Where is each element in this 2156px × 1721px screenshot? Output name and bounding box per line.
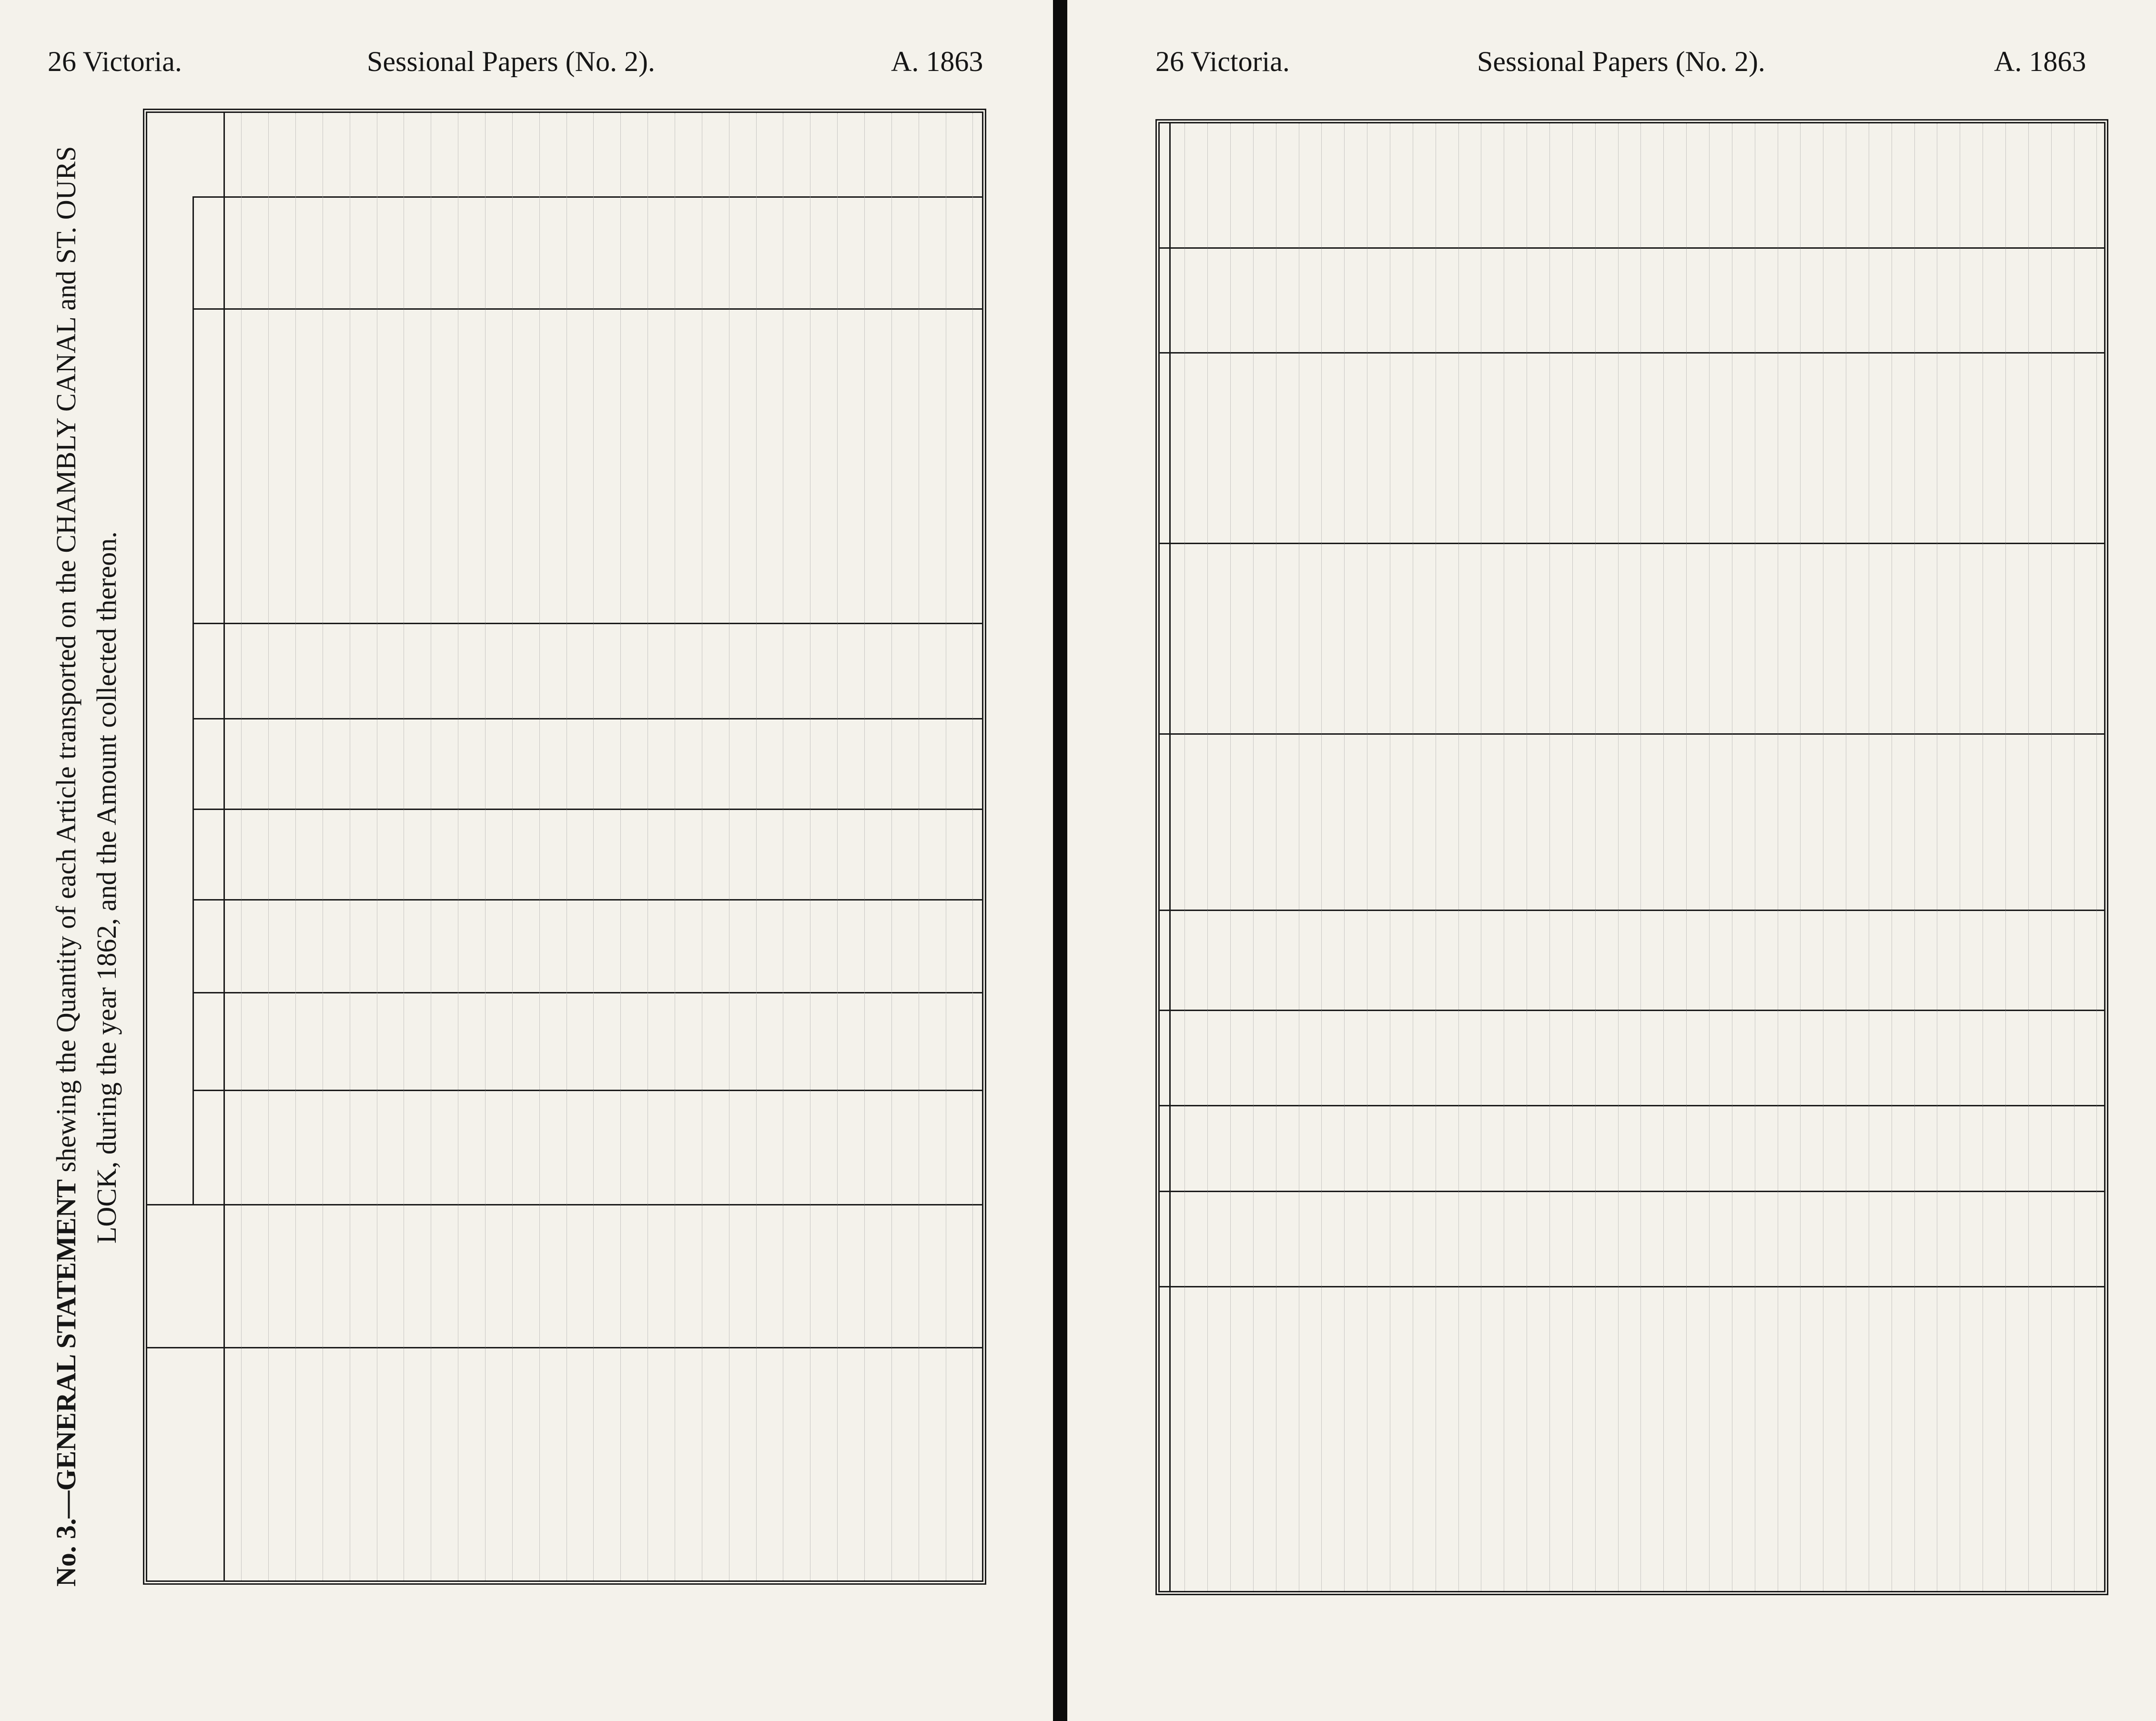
running-head-right (1067, 45, 2156, 79)
left-band-sep-9 (147, 1204, 982, 1205)
right-row-leader-38 (2051, 123, 2052, 1591)
left-band-sep-5 (192, 809, 982, 810)
right-row-leader-22 (1686, 123, 1687, 1591)
left-band-sep-4 (192, 718, 982, 719)
right-row-leader-40 (2096, 123, 2097, 1591)
left-row-leader-27 (972, 113, 973, 1580)
left-band-sep-10 (147, 1347, 982, 1348)
year-label-right: A. 1863 (1994, 46, 2086, 77)
right-row-leader-3 (1253, 123, 1254, 1591)
statement-title-line1 (50, 146, 82, 1587)
right-band-sep-7 (1160, 1105, 2104, 1106)
left-band-sep-1 (192, 196, 982, 198)
left-band-sep-7 (192, 992, 982, 993)
left-header-divider (223, 113, 225, 1580)
left-row-leader-2 (295, 113, 296, 1580)
right-band-sep-8 (1160, 1191, 2104, 1192)
right-band-sep-2 (1160, 352, 2104, 354)
reign-label-right: 26 Victoria. (1155, 46, 1290, 77)
right-band-sep-5 (1160, 910, 2104, 911)
series-label: Sessional Papers (No. 2). (367, 46, 655, 77)
right-band-sep-9 (1160, 1286, 2104, 1287)
left-subheader-divider (192, 196, 194, 1204)
right-row-leader-23 (1709, 123, 1710, 1591)
reign-label: 26 Victoria. (48, 46, 182, 77)
right-row-leader-1 (1207, 123, 1208, 1591)
right-row-leader-12 (1458, 123, 1459, 1591)
right-row-leader-39 (2074, 123, 2075, 1591)
right-row-leader-27 (1800, 123, 1801, 1591)
left-row-leader-22 (837, 113, 838, 1580)
right-band-sep-4 (1160, 733, 2104, 735)
right-row-leader-18 (1595, 123, 1596, 1591)
right-header-divider (1169, 123, 1171, 1591)
statement-table-right (1155, 119, 2108, 1595)
left-row-leader-14 (620, 113, 621, 1580)
left-row-leader-1 (268, 113, 269, 1580)
left-row-leader-0 (241, 113, 242, 1580)
right-row-leader-0 (1184, 123, 1185, 1591)
right-page (1067, 0, 2156, 1721)
statement-number: No. 3.—GENERAL STATEMENT (51, 1179, 81, 1587)
series-label-right: Sessional Papers (No. 2). (1477, 46, 1765, 77)
right-row-leader-16 (1549, 123, 1550, 1591)
right-row-leader-37 (2028, 123, 2029, 1591)
left-page (0, 0, 1053, 1721)
book-spine (1053, 0, 1067, 1721)
left-row-leader-9 (485, 113, 486, 1580)
left-row-leader-11 (539, 113, 540, 1580)
right-row-leader-2 (1230, 123, 1231, 1591)
left-band-sep-3 (192, 623, 982, 624)
left-row-leader-23 (864, 113, 865, 1580)
left-row-leader-13 (593, 113, 594, 1580)
left-band-sep-8 (192, 1090, 982, 1091)
right-row-leader-20 (1640, 123, 1641, 1591)
left-band-sep-2 (192, 308, 982, 310)
right-band-sep-6 (1160, 1010, 2104, 1011)
year-label: A. 1863 (891, 46, 983, 77)
statement-title-line2-text: LOCK, during the year 1862, and the Amount collected thereon. (91, 531, 122, 1244)
left-band-sep-6 (192, 899, 982, 901)
right-band-sep-1 (1160, 247, 2104, 249)
right-row-leader-21 (1663, 123, 1664, 1591)
right-row-leader-32 (1914, 123, 1915, 1591)
statement-title-line2 (91, 531, 122, 1244)
right-row-leader-17 (1572, 123, 1573, 1591)
running-head-left (0, 45, 1053, 79)
left-row-leader-10 (512, 113, 513, 1580)
right-row-leader-19 (1618, 123, 1619, 1591)
right-row-leader-6 (1321, 123, 1322, 1591)
right-band-sep-3 (1160, 543, 2104, 544)
right-row-leader-36 (2005, 123, 2006, 1591)
left-row-leader-24 (891, 113, 892, 1580)
statement-table-left (143, 109, 986, 1585)
statement-title-rest: shewing the Quantity of each Article transported on the CHAMBLY CANAL and ST. OURS (51, 146, 81, 1173)
right-row-leader-7 (1344, 123, 1345, 1591)
left-row-leader-19 (756, 113, 757, 1580)
